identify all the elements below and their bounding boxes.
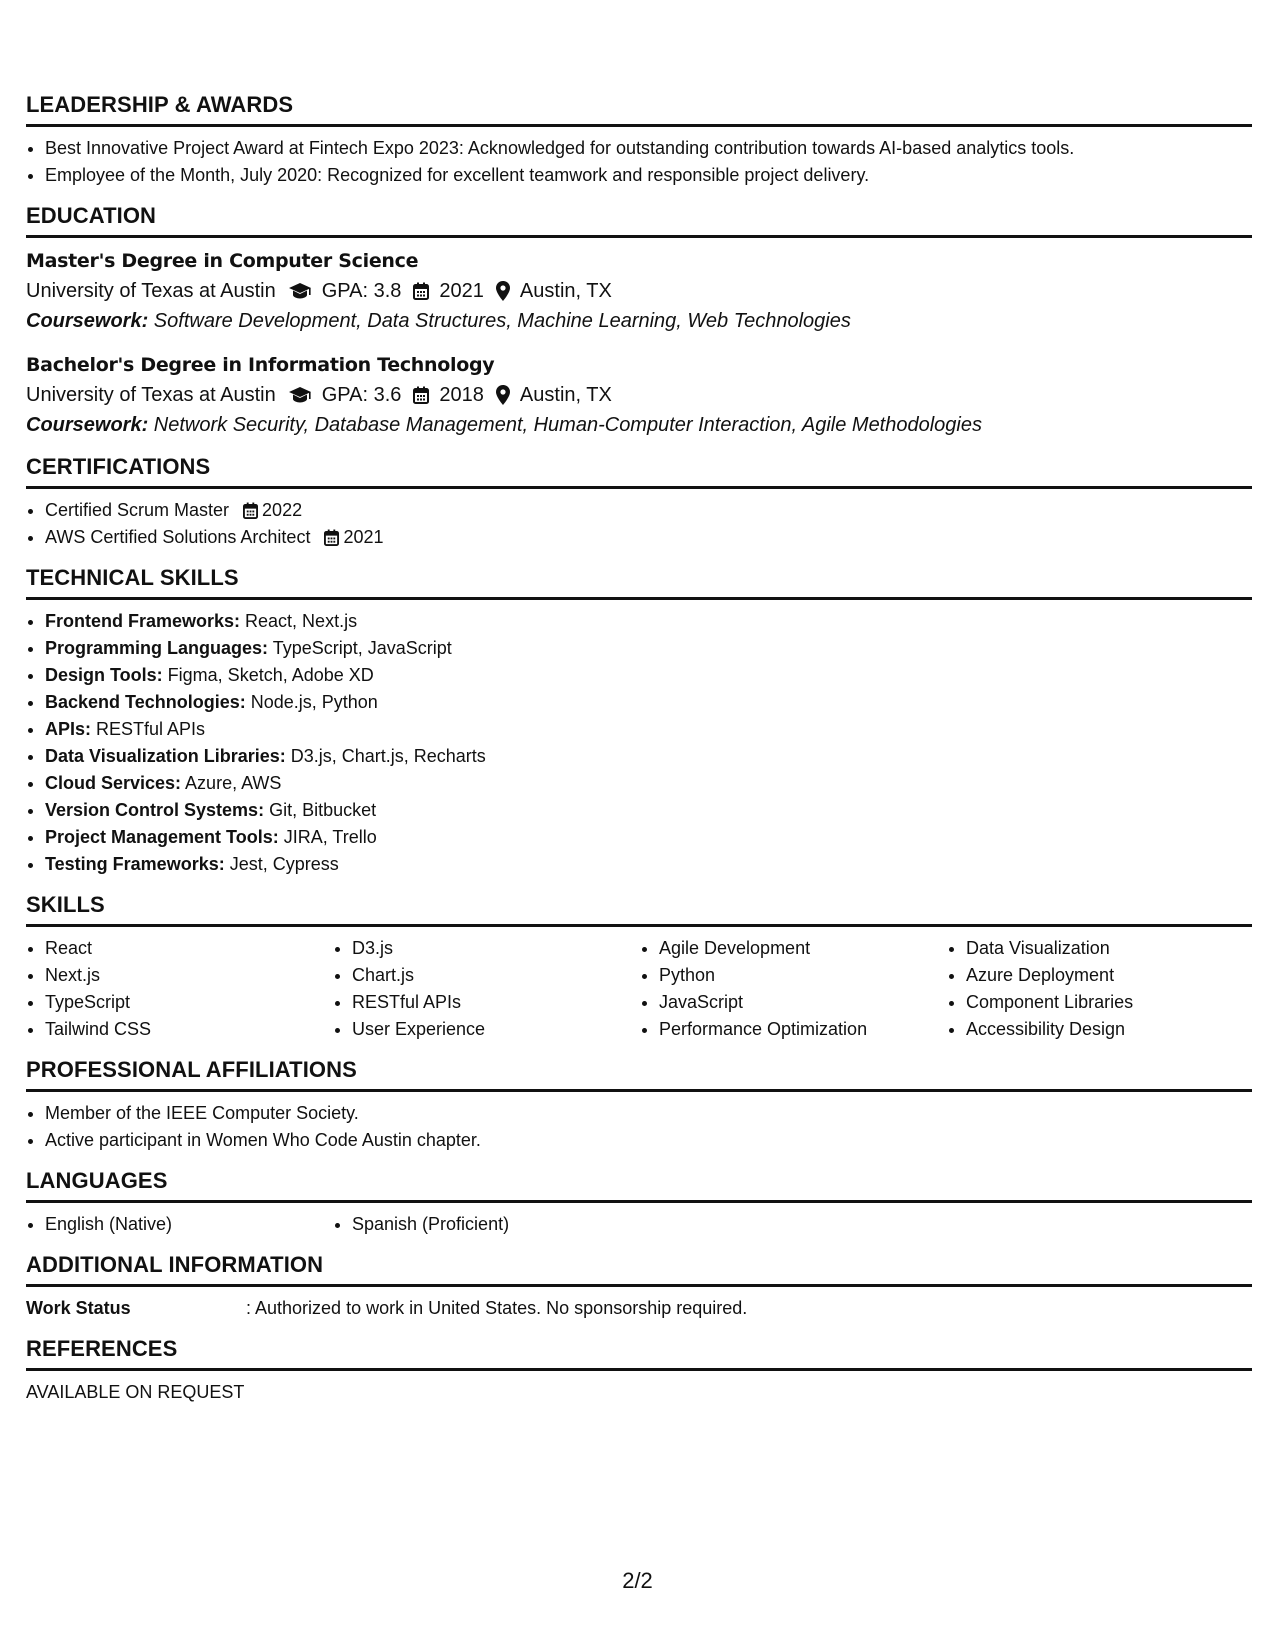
graduation-cap-icon [288,282,312,300]
list-item: • Performance Optimization [659,1016,947,1043]
list-item: • Accessibility Design [966,1016,1254,1043]
graduation-year: 2021 [439,280,484,302]
section-title-technical-skills: TECHNICAL SKILLS [26,565,1252,600]
list-item: • Python [659,962,947,989]
list-item [45,851,1252,878]
degree-meta [26,380,1252,410]
calendar-icon [324,529,339,546]
list-item [45,797,1252,824]
list-item [45,608,1252,635]
list-item: • Agile Development [659,935,947,962]
calendar-icon [413,386,429,404]
references-text: AVAILABLE ON REQUEST [26,1382,245,1402]
list-item: • TypeScript [45,989,333,1016]
skill-values: D3.js, Chart.js, Recharts [285,746,486,766]
list-item [45,824,1252,851]
list-item: • RESTful APIs [352,989,640,1016]
skill-category: Version Control Systems: [45,800,265,820]
list-item: • Employee of the Month, July 2020: Recognized for excellent teamwork and responsible project delivery. [45,162,1252,189]
certification-year: 2022 [262,500,303,520]
skill-values: Figma, Sketch, Adobe XD [162,665,374,685]
list-item: • Active participant in Women Who Code Austin chapter. [45,1127,1252,1154]
coursework-list: Software Development, Data Structures, Machine Learning, Web Technologies [148,310,851,332]
section-title-references: REFERENCES [26,1336,1252,1371]
list-item: • Spanish (Proficient) [352,1211,640,1238]
coursework-label: Coursework: [26,310,149,332]
skill-values: Git, Bitbucket [264,800,377,820]
map-pin-icon [496,281,510,301]
school-name: University of Texas at Austin [26,384,276,406]
list-item: • JavaScript [659,989,947,1016]
list-item [45,635,1252,662]
skills-grid [26,935,1252,1043]
info-row [26,1295,1252,1322]
map-pin-icon [496,385,510,405]
skill-values: Node.js, Python [245,692,378,712]
skills-column [640,935,947,1043]
languages-section [26,1168,1252,1238]
coursework-list: Network Security, Database Management, Human-Computer Interaction, Agile Methodologies [148,414,982,436]
certifications-list [26,497,1252,551]
resume-page [26,92,1252,1420]
coursework [26,410,1252,440]
degree-title: Master's Degree in Computer Science [26,250,419,272]
languages-column [333,1211,640,1238]
skill-category: Cloud Services: [45,773,182,793]
list-item: • Member of the IEEE Computer Society. [45,1100,1252,1127]
graduation-cap-icon [288,386,312,404]
skill-category: Frontend Frameworks: [45,611,241,631]
certification-name: • AWS Certified Solutions Architect [45,527,311,547]
section-title-languages: LANGUAGES [26,1168,1252,1203]
coursework [26,306,1252,336]
calendar-icon [413,282,429,300]
skill-values: Jest, Cypress [224,854,339,874]
skills-section [26,892,1252,1043]
list-item: • Next.js [45,962,333,989]
skill-category: Data Visualization Libraries: [45,746,286,766]
list-item: • React [45,935,333,962]
section-title-leadership: LEADERSHIP & AWARDS [26,92,1252,127]
info-key: Work Status [26,1298,131,1318]
degree-title: Bachelor's Degree in Information Technology [26,354,495,376]
calendar-icon [243,502,258,519]
coursework-label: Coursework: [26,414,149,436]
section-title-additional-info: ADDITIONAL INFORMATION [26,1252,1252,1287]
list-item: • Data Visualization [966,935,1254,962]
languages-column [26,1211,333,1238]
skills-column [947,935,1254,1043]
list-item [45,716,1252,743]
list-item [45,689,1252,716]
certification-name: • Certified Scrum Master [45,500,230,520]
references-section [26,1336,1252,1406]
affiliations-list [26,1100,1252,1154]
section-title-education: EDUCATION [26,203,1252,238]
list-item: • Tailwind CSS [45,1016,333,1043]
skill-values: JIRA, Trello [278,827,377,847]
list-item [45,770,1252,797]
skill-category: APIs: [45,719,92,739]
degree-entry [26,350,1252,440]
skills-column [333,935,640,1043]
certification-year: 2021 [343,527,384,547]
info-value: : Authorized to work in United States. No sponsorship required. [246,1298,748,1318]
leadership-list [26,135,1252,189]
school-location: Austin, TX [519,384,612,406]
degree-meta [26,276,1252,306]
skill-values: Azure, AWS [181,773,282,793]
list-item [45,497,1252,524]
list-item: • English (Native) [45,1211,333,1238]
degree-entry [26,246,1252,336]
languages-grid [26,1211,1252,1238]
graduation-year: 2018 [439,384,484,406]
leadership-section [26,92,1252,189]
page-number: 2/2 [622,1568,653,1593]
list-item: • User Experience [352,1016,640,1043]
list-item: • D3.js [352,935,640,962]
gpa-value: GPA: 3.8 [321,280,402,302]
list-item [45,662,1252,689]
section-title-certifications: CERTIFICATIONS [26,454,1252,489]
technical-skills-section [26,565,1252,878]
affiliations-section [26,1057,1252,1154]
list-item: • Chart.js [352,962,640,989]
list-item [45,743,1252,770]
skills-column [26,935,333,1043]
gpa-value: GPA: 3.6 [321,384,402,406]
skill-category: Project Management Tools: [45,827,279,847]
skill-category: Backend Technologies: [45,692,246,712]
section-title-affiliations: PROFESSIONAL AFFILIATIONS [26,1057,1252,1092]
list-item [45,524,1252,551]
technical-skills-list [26,608,1252,878]
school-name: University of Texas at Austin [26,280,276,302]
certifications-section [26,454,1252,551]
school-location: Austin, TX [519,280,612,302]
list-item: • Best Innovative Project Award at Fintech Expo 2023: Acknowledged for outstanding contribution towards AI-based analytics tools. [45,135,1252,162]
skill-values: TypeScript, JavaScript [268,638,452,658]
section-title-skills: SKILLS [26,892,1252,927]
list-item: • Component Libraries [966,989,1254,1016]
skill-category: Testing Frameworks: [45,854,225,874]
skill-values: React, Next.js [240,611,358,631]
additional-info-section [26,1252,1252,1322]
list-item: • Azure Deployment [966,962,1254,989]
skill-category: Design Tools: [45,665,163,685]
skill-values: RESTful APIs [91,719,206,739]
skill-category: Programming Languages: [45,638,269,658]
education-section [26,203,1252,440]
